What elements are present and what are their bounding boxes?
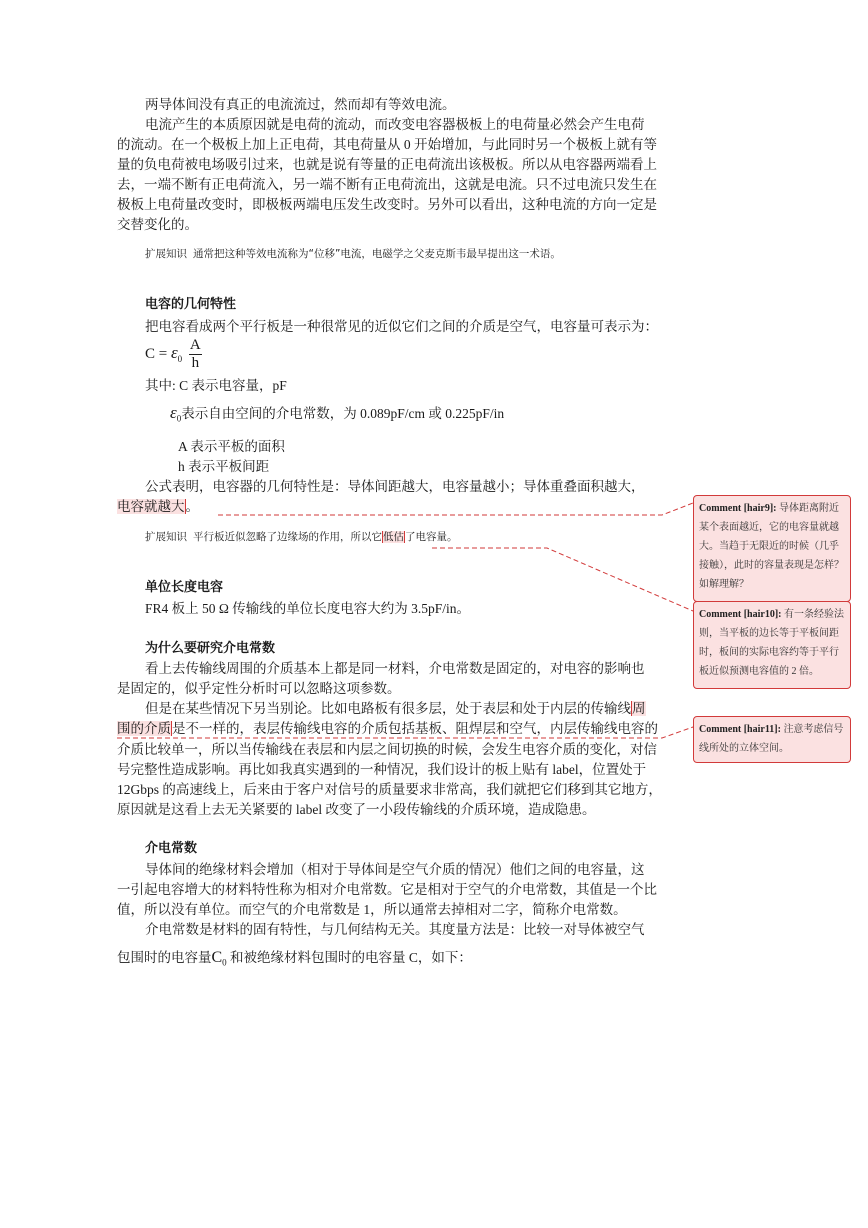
note-text: 了电容量。 [405,531,458,543]
comment-hair9[interactable] [693,495,851,602]
text-fragment: 是不一样的，表层传输线电容的介质包括基板、阻焊层和空气，内层传输线电容的 [172,721,658,736]
heading-unit-length: 单位长度电容 [145,580,224,595]
text-line: 一引起电容增大的材料特性称为相对介电常数。它是相对于空气的介电常数，其值是一个比 [117,882,657,897]
text-line: 看上去传输线周围的介质基本上都是同一材料，介电常数是固定的，对电容的影响也 [145,661,645,676]
comment-text: 导体距离附近某个表面越近，它的电容量就越大。当趋于无限近的时候（几乎接触），此时的容量表现是怎样？如解理解？ [699,503,844,590]
unit-length-text: FR4 板上 50 Ω 传输线的单位长度电容大约为 3.5pF/in。 [145,601,471,616]
text-line: 原因就是这看上去无关紧要的 label 改变了一小段传输线的介质环境，造成隐患。 [117,802,596,817]
where-a: A 表示平板的面积 [178,439,285,454]
text-line: 介质比较单一，所以当传输线在表层和内层之间切换的时候，会发生电容介质的变化，对信 [117,742,657,757]
note-tag: 扩展知识 [145,248,187,260]
heading-why-dielectric: 为什么要研究介电常数 [145,641,276,656]
note-text: 平行板近似忽略了边缘场的作用，所以它 [193,531,382,543]
comment-label: Comment [hair10]: [699,609,782,620]
text-fragment: 和被绝缘材料包围时的电容量 C，如下： [230,950,472,965]
text-fragment: 包围时的电容量 [117,950,212,965]
note-text: 通常把这种等效电流称为“位移”电流，电磁学之父麦克斯韦最早提出这一术语。 [193,248,561,260]
epsilon-subscript: 0 [177,353,183,364]
formula-numerator: A [189,337,201,353]
text-line: 交替变化的。 [117,217,198,232]
epsilon-symbol: ε [170,403,177,422]
where-c: 其中: C 表示电容量，pF [145,378,287,393]
highlight-surrounding-medium[interactable]: 周 [632,701,646,716]
text-line: 极板上电荷量改变时，即极板两端电压发生改变时。另外可以看出，这种电流的方向一定是 [117,197,657,212]
heading-geometry: 电容的几何特性 [145,297,237,312]
comment-text: 有一条经验法则，当平板的边长等于平板间距时，板间的实际电容约等于平行板近似预测电容值的 2 倍。 [699,609,844,677]
formula-denominator: h [191,355,200,371]
text-line: 号完整性造成影响。再比如我真实遇到的一种情况，我们设计的板上贴有 label，位置处于 [117,762,647,777]
text-line: 去，一端不断有正电荷流入，另一端不断有正电荷流出，这就是电流。只不过电流只发生在 [117,177,657,192]
where-h: h 表示平板间距 [178,459,270,474]
text-line: 是固定的，似乎定性分析时可以忽略这项参数。 [117,681,401,696]
comment-hair10[interactable] [693,601,851,689]
comment-label: Comment [hair9]: [699,503,777,514]
text-line: 的流动。在一个极板上加上正电荷，其电荷量从 0 开始增加，与此同时另一个极板上就有等 [117,137,657,152]
heading-dielectric-constant: 介电常数 [145,841,198,856]
comment-label: Comment [hair11]: [699,724,781,735]
symbol-c0: C [211,949,223,966]
connector-hair9 [218,503,693,515]
geometry-intro: 把电容看成两个平行板是一种很常见的近似它们之间的介质是空气，电容量可表示为： [145,319,658,334]
connector-hair11 [117,727,693,738]
geometry-conclusion: 公式表明，电容器的几何特性是：导体间距越大，电容量越小；导体重叠面积越大， [145,479,645,494]
text-line: 12Gbps 的高速线上，后来由于客户对信号的质量要求非常高，我们就把它们移到其它地方， [117,782,662,797]
highlight-capacitance-larger[interactable]: 电容就越大 [117,499,185,514]
epsilon-symbol: ε [170,342,178,362]
highlight-surrounding-medium-2[interactable]: 围的介质 [117,721,171,736]
text-line: 电流产生的本质原因就是电荷的流动，而改变电容器极板上的电荷量必然会产生电荷 [145,117,645,132]
comment-text: 注意考虑信号线所处的立体空间。 [699,724,844,754]
epsilon-subscript: 0 [176,413,182,424]
text-line: 导体间的绝缘材料会增加（相对于导体间是空气介质的情况）他们之间的电容量，这 [145,862,645,877]
text-fragment: 。 [185,499,199,514]
text-line: 量的负电荷被电场吸引过来，也就是说有等量的正电荷流出该极板。所以从电容器两端看上 [117,157,657,172]
text-line: 介电常数是材料的固有特性，与几何结构无关。其度量方法是：比较一对导体被空气 [145,922,645,937]
note-tag: 扩展知识 [145,531,187,543]
text-line: 值，所以没有单位。而空气的介电常数是 1，所以通常去掉相对二字，简称介电常数。 [117,902,627,917]
subscript: 0 [222,957,227,968]
highlight-underestimate[interactable]: 低估 [383,531,404,543]
comment-hair11[interactable] [693,716,851,763]
paragraph-displacement-1: 两导体间没有真正的电流流过，然而却有等效电流。 [145,97,456,112]
formula-lhs: C = [145,345,168,362]
text-fragment: 但是在某些情况下另当别论。比如电路板有很多层，处于表层和处于内层的传输线 [145,701,631,716]
where-epsilon-text: 表示自由空间的介电常数，为 0.089pF/cm 或 0.225pF/in [181,406,505,421]
connector-hair10 [432,548,693,611]
